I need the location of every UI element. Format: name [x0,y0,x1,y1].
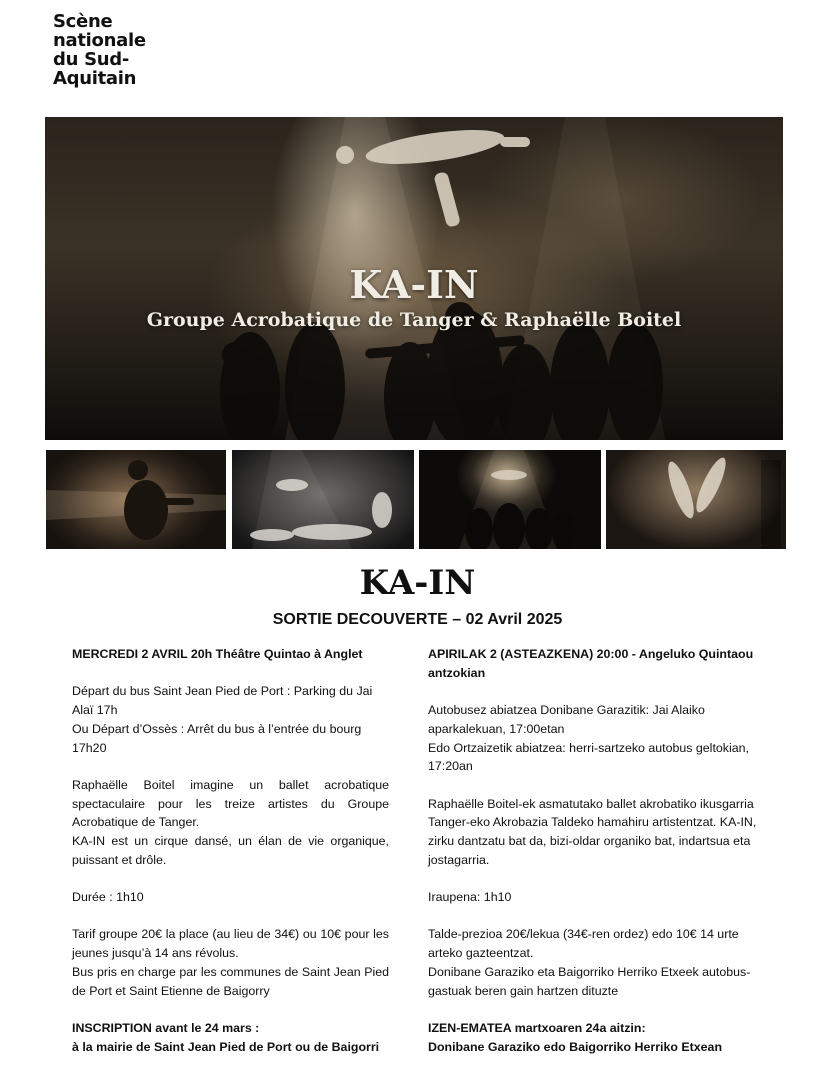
hero-title: KA-IN [349,262,479,307]
eu-pricing-1: Talde-prezioa 20€/lekua (34€-ren ordez) edo 10€ 14 urte arteko gazteentzat. [428,927,739,961]
logo-line-1: Scène [53,11,113,32]
fr-registration-deadline: INSCRIPTION avant le 24 mars : [72,1020,260,1035]
fr-registration-location: à la mairie de Saint Jean Pied de Port ou de Baigorri [72,1039,380,1054]
eu-pricing [428,925,768,1000]
main-title: KA-IN [359,563,476,603]
thumbnail-photo-4 [606,450,786,549]
fr-depart-saint-jean: Départ du bus Saint Jean Pied de Port : Parking du Jai Alaï 17h [72,684,373,718]
eu-depart-ortzaize: Edo Ortzaizetik abiatzea: herri-sartzeko autobus geltokian, 17:20an [428,740,749,774]
fr-departures [72,682,389,757]
sortie-date-heading: SORTIE DECOUVERTE – 02 Avril 2025 [272,611,563,628]
organization-logo [53,12,146,88]
eu-duration: Iraupena: 1h10 [428,890,512,905]
basque-column [428,645,768,1075]
thumbnail-photo-1 [46,450,226,549]
logo-line-3: du Sud- [53,49,129,70]
fr-description [72,776,389,870]
thumbnail-photo-3 [419,450,601,549]
hero-image [45,117,783,440]
fr-duration: Durée : 1h10 [72,890,144,905]
fr-pricing-2: Bus pris en charge par les communes de Saint Jean Pied de Port et Saint Etienne de Baigorry [72,964,389,998]
eu-registration-deadline: IZEN-EMATEA martxoaren 24a aitzin: [428,1020,646,1035]
fr-description-1: Raphaëlle Boitel imagine un ballet acrobatique spectaculaire pour les treize artistes du Groupe Acrobatique de Tanger. [72,777,389,830]
fr-registration [72,1019,389,1056]
eu-registration-location: Donibane Garaziko edo Baigorriko Herriko Etxean [428,1039,723,1054]
fr-pricing [72,925,389,1000]
fr-event-heading: MERCREDI 2 AVRIL 20h Théâtre Quintao à Anglet [72,647,363,661]
logo-line-4: Aquitain [53,68,137,89]
eu-depart-donibane: Autobusez abiatzea Donibane Garazitik: Jai Alaiko aparkalekuan, 17:00etan [428,703,705,736]
fr-description-2: KA-IN est un cirque dansé, un élan de vie organique, puissant et drôle. [72,834,389,867]
eu-event-heading: APIRILAK 2 (ASTEAZKENA) 20:00 - Angeluko Quintaou antzokian [428,647,754,680]
fr-depart-osses: Ou Départ d’Ossès : Arrêt du bus à l’entrée du bourg 17h20 [72,721,362,755]
eu-departures [428,701,768,776]
eu-registration [428,1019,768,1056]
eu-pricing-2: Donibane Garaziko eta Baigorriko Herriko Etxeek autobus-gastuak beren gain hartzen dituzte [428,964,751,998]
french-column [72,645,389,1075]
hero-subtitle: Groupe Acrobatique de Tanger & Raphaëlle Boitel [146,309,682,331]
eu-description: Raphaëlle Boitel-ek asmatutako ballet akrobatiko ikusgarria Tanger-eko Akrobazia Taldeko hamahiru artistentzat. KA-IN, zirku dantzatu bat da, bizi-oldar organiko bat, indartsua eta jostagarria. [428,796,757,867]
logo-line-2: nationale [53,30,146,51]
thumbnail-photo-2 [232,450,414,549]
fr-pricing-1: Tarif groupe 20€ la place (au lieu de 34€) ou 10€ pour les jeunes jusqu’à 14 ans révolus. [72,927,389,961]
